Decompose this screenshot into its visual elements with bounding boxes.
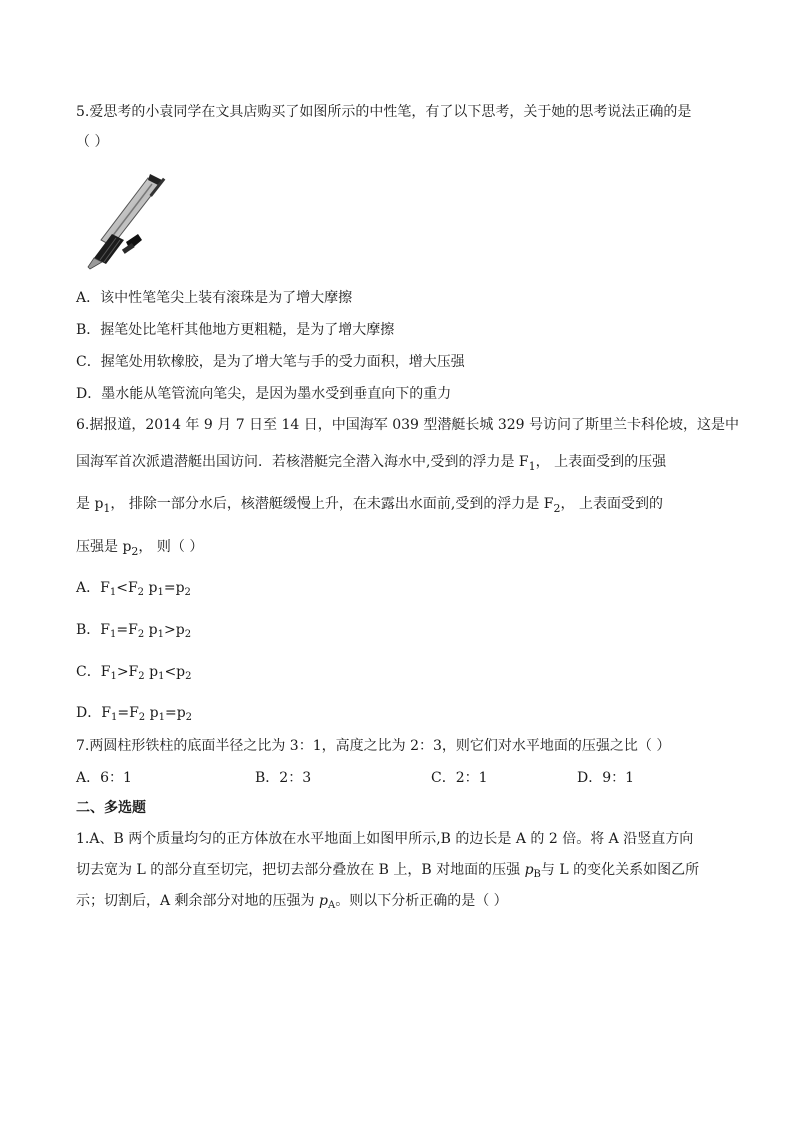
q6-option-b: B．$F_1=F_2$ $p_1>p_2$ bbox=[76, 622, 192, 640]
q6-stem-line1: 6.据报道，2014 年 9 月 7 日至 14 日，中国海军 039 型潜艇长城 329 号访问了斯里兰卡科伦坡，这是中 bbox=[76, 417, 740, 433]
q6-option-a: A．$F_1<F_2$ $p_1=p_2$ bbox=[76, 580, 191, 598]
q6-option-c: C．$F_1>F_2$ $p_1<p_2$ bbox=[76, 664, 192, 682]
q7-stem: 7.两圆柱形铁柱的底面半径之比为 3：1，高度之比为 2：3，则它们对水平地面的压强之比（ ） bbox=[76, 738, 671, 754]
q6-stem-line4: 压强是 $p_2$， 则（ ） bbox=[76, 539, 204, 558]
q5-option-d: D．墨水能从笔管流向笔尖，是因为墨水受到垂直向下的重力 bbox=[76, 386, 452, 402]
q5-option-c: C．握笔处用软橡胶，是为了增大笔与手的受力面积，增大压强 bbox=[76, 354, 465, 370]
m1-stem-line1: 1.A、B 两个质量均匀的正方体放在水平地面上如图甲所示,B 的边长是 A 的 2 倍。将 A 沿竖直方向 bbox=[76, 831, 694, 847]
q7-option-d: D．9：1 bbox=[577, 770, 635, 786]
q7-option-c: C．2：1 bbox=[431, 770, 488, 786]
m1-stem-line3: 示；切割后，A 剩余部分对地的压强为 $p_A$。则以下分析正确的是（ ） bbox=[76, 893, 508, 911]
gel-pen-image bbox=[82, 172, 168, 270]
q7-option-b: B．2：3 bbox=[255, 770, 312, 786]
section-heading-multiple-choice: 二、多选题 bbox=[76, 800, 146, 816]
q5-option-a: A．该中性笔笔尖上装有滚珠是为了增大摩擦 bbox=[76, 290, 353, 306]
m1-stem-line2: 切去宽为 L 的部分直至切完，把切去部分叠放在 B 上，B 对地面的压强 $p_B$与 L 的变化关系如图乙所 bbox=[76, 862, 700, 880]
q6-option-d: D．$F_1=F_2$ $p_1=p_2$ bbox=[76, 705, 193, 723]
q5-option-b: B．握笔处比笔杆其他地方更粗糙，是为了增大摩擦 bbox=[76, 322, 395, 338]
q5-stem-line1: 5.爱思考的小袁同学在文具店购买了如图所示的中性笔，有了以下思考，关于她的思考说法正确的是 bbox=[76, 104, 692, 120]
q7-option-a: A．6：1 bbox=[76, 770, 132, 786]
q6-stem-line3: 是 $p_1$， 排除一部分水后，核潜艇缓慢上升，在未露出水面前,受到的浮力是 $F_2$， 上表面受到的 bbox=[76, 496, 663, 515]
q5-stem-line2: （ ） bbox=[76, 134, 109, 150]
q6-stem-line2: 国海军首次派遣潜艇出国访问．若核潜艇完全潜入海水中,受到的浮力是 $F_1$， 上表面受到的压强 bbox=[76, 454, 667, 473]
